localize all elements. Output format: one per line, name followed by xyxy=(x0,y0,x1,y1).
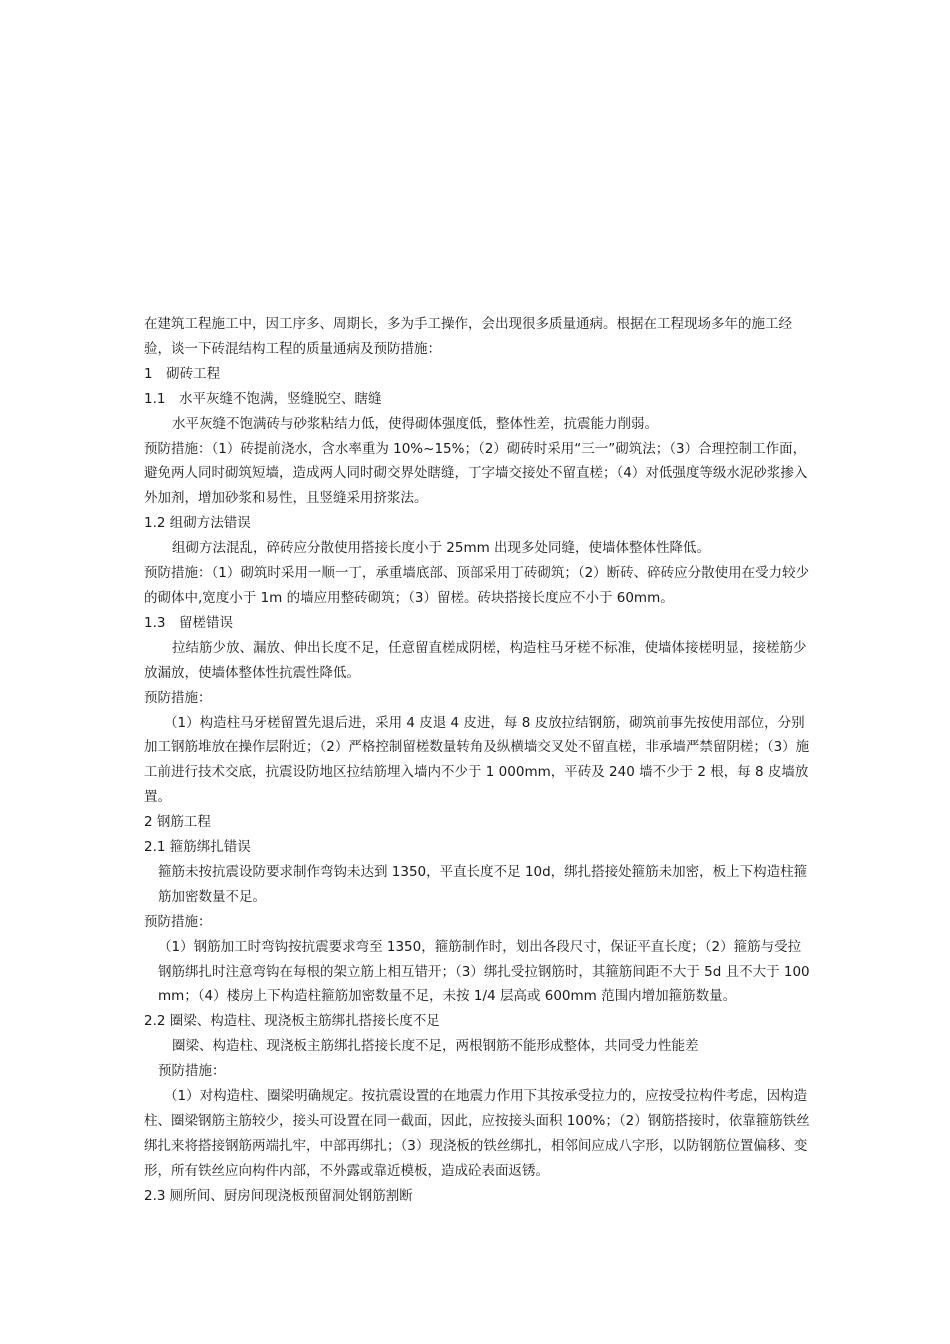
paragraph: 2.1 箍筋绑扎错误 xyxy=(144,839,251,856)
paragraph: 预防措施：（1）砖提前浇水，含水率重为 10%~15%；（2）砌砖时采用“三一”砌筑法；（3）合理控制工作面，避免两人同时砌筑短墙，造成两人同时砌交界处瞎缝，丁字墙交接处不留直槎；（4）对低强度等级水泥砂浆掺入外加剂，增加砂浆和易性，且竖缝采用挤浆法。 xyxy=(144,440,808,507)
paragraph: （1）对构造柱、圈梁明确规定。按抗震设置的在地震力作用下其按承受拉力的，应按受拉构件考虑，因构造柱、圈梁钢筋主筋较少，接头可设置在同一截面，因此，应按接头面积 100%；（2）钢筋搭接时，依靠箍筋铁丝绑扎来将搭接钢筋两端扎牢，中部再绑扎；（3）现浇板的铁丝绑扎，相邻间应成八字形，以防钢筋位置偏移、变形，所有铁丝应向构件内部，不外露或靠近模板，造成砼表面返锈。 xyxy=(144,1088,810,1179)
paragraph: 圈梁、构造柱、现浇板主筋绑扎搭接长度不足，两根钢筋不能形成整体，共同受力性能差 xyxy=(172,1038,699,1055)
paragraph: 2.3 厕所间、厨房间现浇板预留洞处钢筋割断 xyxy=(144,1187,413,1204)
document-body xyxy=(144,312,812,1209)
paragraph: 箍筋未按抗震设防要求制作弯钩未达到 1350，平直长度不足 10d，绑扎搭接处箍筋未加密，板上下构造柱箍筋加密数量不足。 xyxy=(158,863,808,905)
paragraph: 预防措施： xyxy=(144,689,212,706)
paragraph: 预防措施： xyxy=(158,1063,226,1080)
paragraph: 水平灰缝不饱满砖与砂浆粘结力低，使得砌体强度低，整体性差，抗震能力削弱。 xyxy=(172,415,658,432)
paragraph: 1.3 留槎错误 xyxy=(144,614,233,631)
paragraph: 1 砌砖工程 xyxy=(144,365,221,382)
paragraph: 2.2 圈梁、构造柱、现浇板主筋绑扎搭接长度不足 xyxy=(144,1013,440,1030)
paragraph: 1.2 组砌方法错误 xyxy=(144,515,251,532)
paragraph: 1.1 水平灰缝不饱满，竖缝脱空、瞎缝 xyxy=(144,390,382,407)
paragraph: 预防措施： xyxy=(144,913,212,930)
paragraph: 预防措施：（1）砌筑时采用一顺一丁，承重墙底部、顶部采用丁砖砌筑；（2）断砖、碎砖应分散使用在受力较少的砌体中,宽度小于 1m 的墙应用整砖砌筑；（3）留槎。砖块搭接长度应不小于 60mm。 xyxy=(144,565,810,606)
paragraph: （1）构造柱马牙槎留置先退后进，采用 4 皮退 4 皮进，每 8 皮放拉结钢筋，砌筑前事先按使用部位，分别加工钢筋堆放在操作层附近；（2）严格控制留槎数量转角及纵横墙交叉处不留直槎，非承墙严禁留阴槎；（3）施工前进行技术交底，抗震设防地区拉结筋埋入墙内不少于 1 000mm，平砖及 240 墙不少于 2 根，每 8 皮墙放置。 xyxy=(144,714,810,806)
paragraph: 2 钢筋工程 xyxy=(144,814,211,831)
paragraph: （1）钢筋加工时弯钩按抗震要求弯至 1350，箍筋制作时，划出各段尺寸，保证平直长度；（2）箍筋与受拉钢筋绑扎时注意弯钩在每根的架立筋上相互错开；（3）绑扎受拉钢筋时，其箍筋间距不大于 5d 且不大于 100mm；（4）楼房上下构造柱箍筋加密数量不足，未按 1/4 层高或 600mm 范围内增加箍筋数量。 xyxy=(158,938,810,1005)
paragraph: 组砌方法混乱，碎砖应分散使用搭接长度小于 25mm 出现多处同缝，使墙体整体性降低。 xyxy=(172,540,711,557)
paragraph: 在建筑工程施工中，因工序多、周期长，多为手工操作，会出现很多质量通病。根据在工程现场多年的施工经验，谈一下砖混结构工程的质量通病及预防措施： xyxy=(144,316,792,357)
paragraph: 拉结筋少放、漏放、伸出长度不足，任意留直槎成阴槎，构造柱马牙槎不标准，使墙体接槎明显，接槎筋少放漏放，使墙体整体性抗震性降低。 xyxy=(144,639,807,681)
